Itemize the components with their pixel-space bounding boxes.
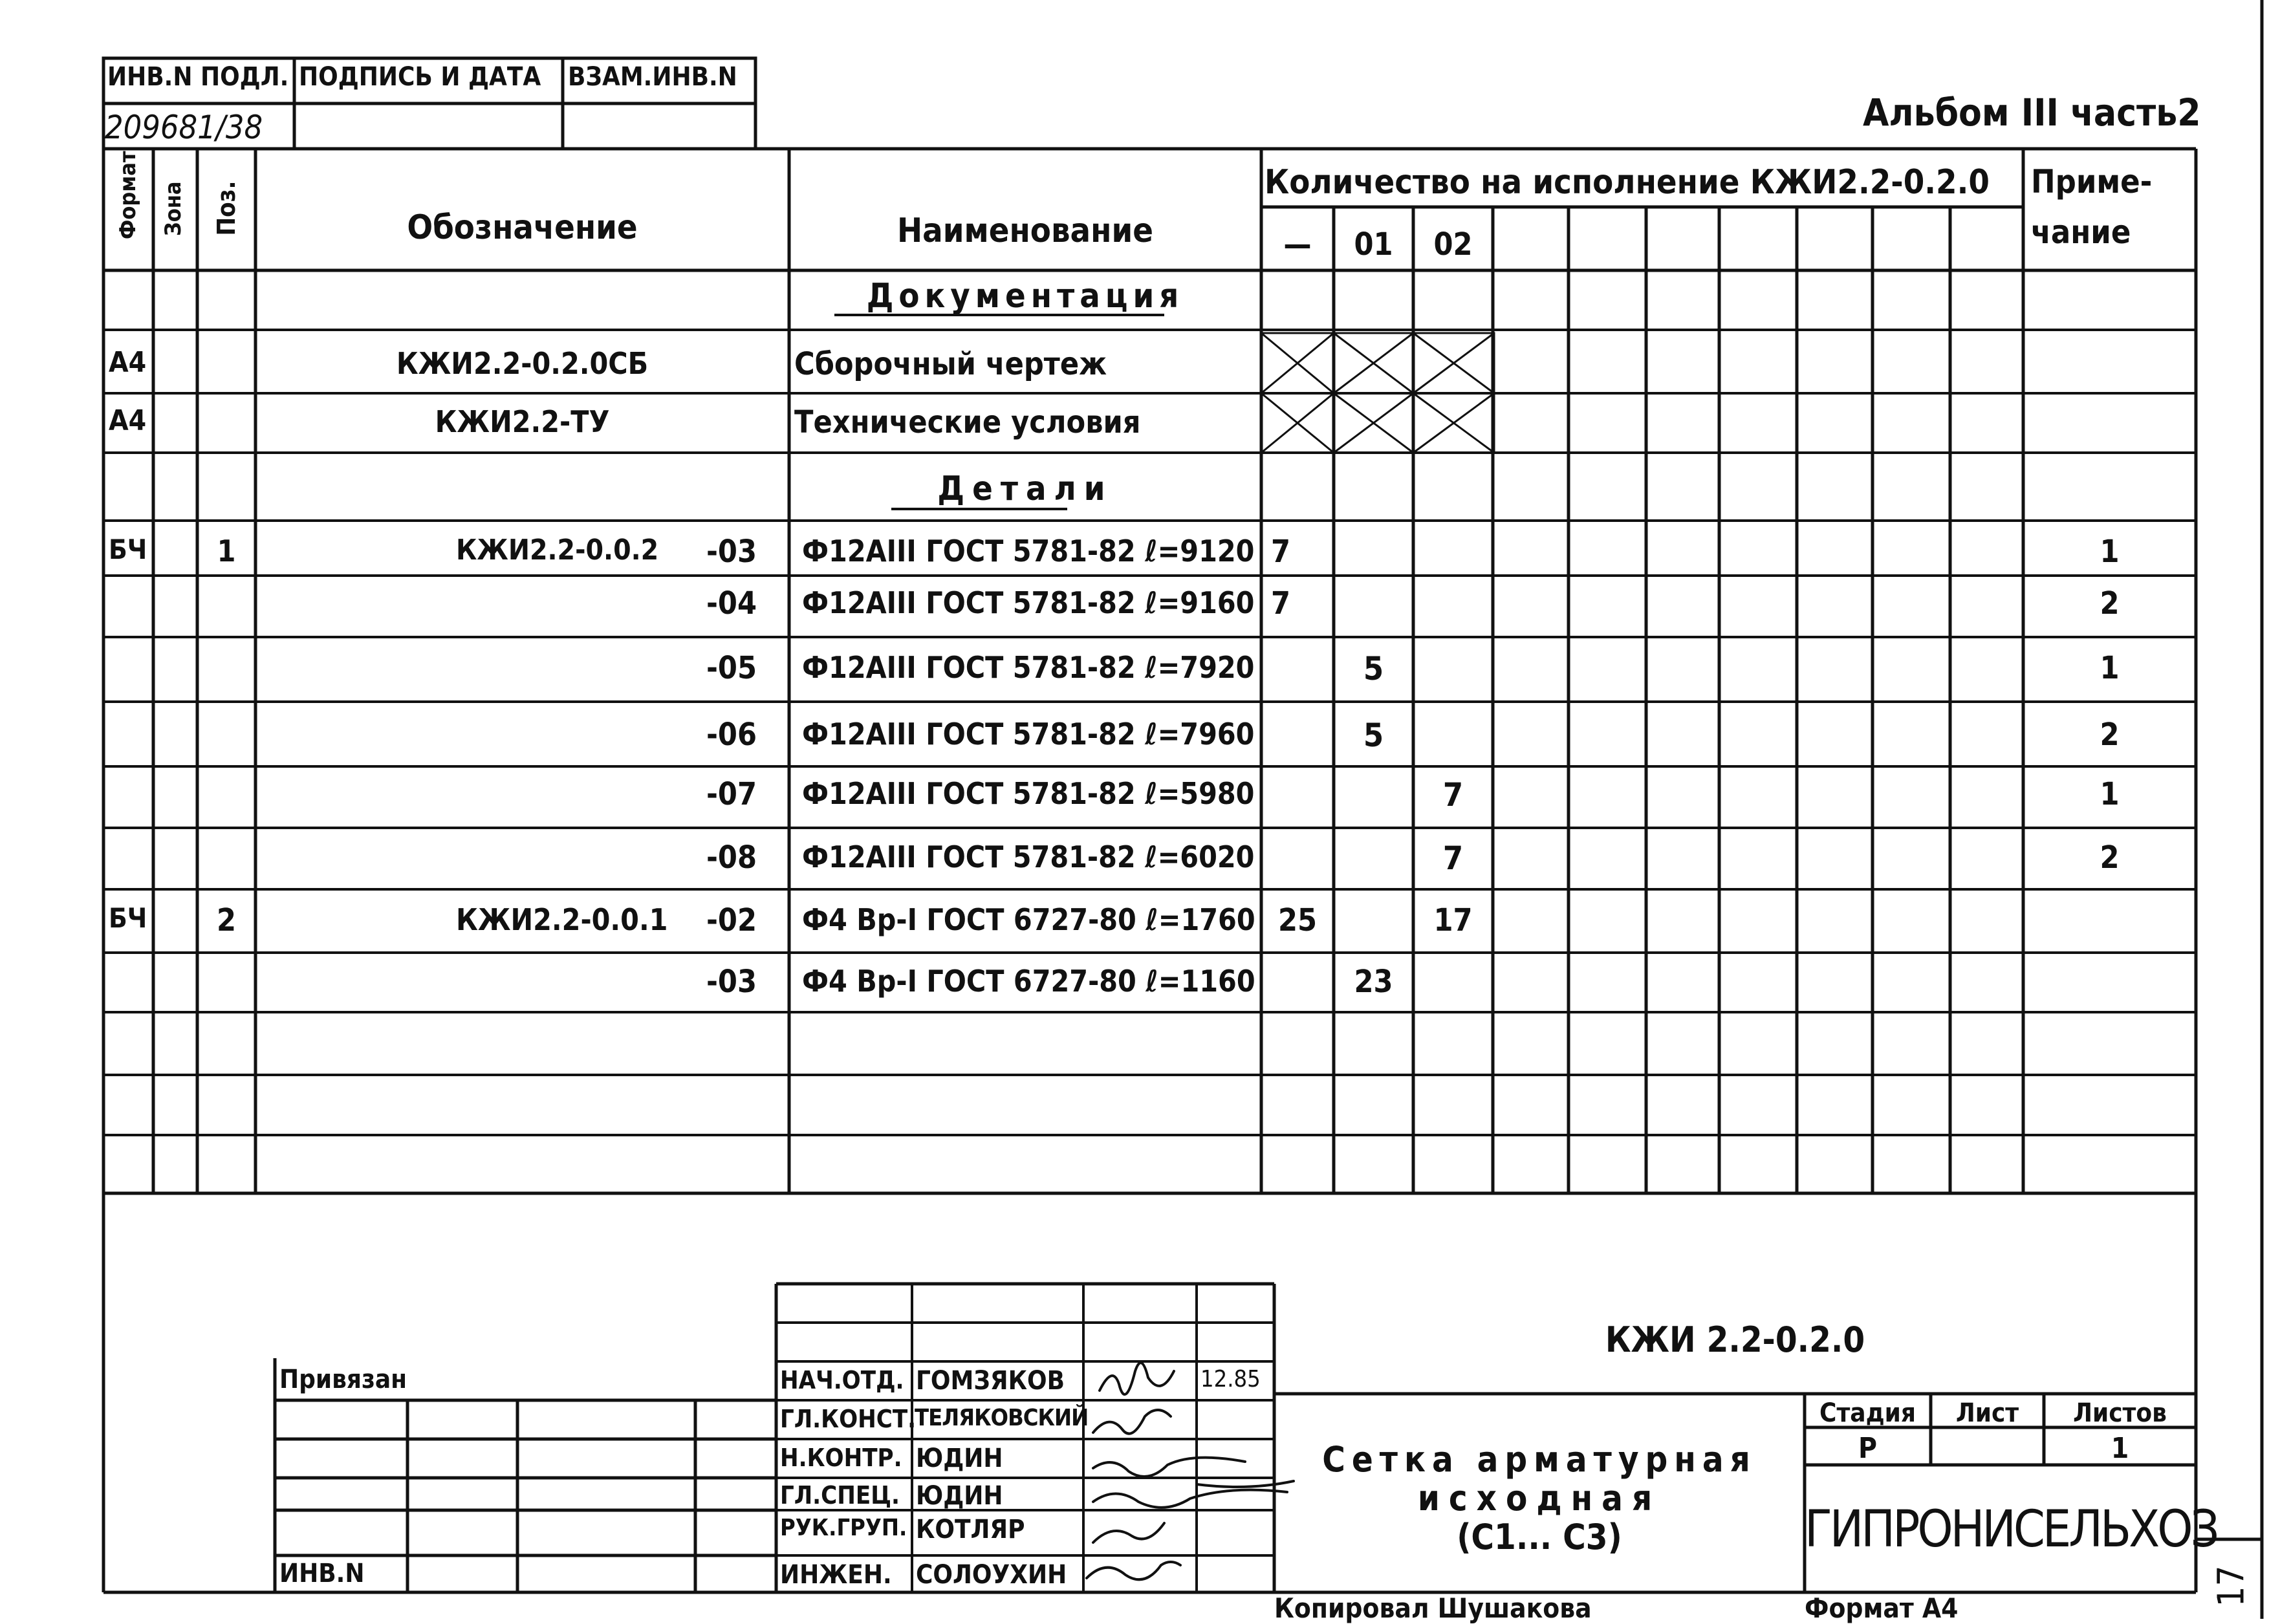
header-pos: Поз.: [212, 180, 241, 236]
sheets-value: 1: [2111, 1432, 2129, 1465]
signer-name: ЮДИН: [916, 1444, 1003, 1473]
stamp-inv-value: 209681/38: [105, 109, 263, 146]
inv-n-label: ИНВ.N: [279, 1559, 365, 1588]
copied-by: Копировал Шушакова: [1274, 1592, 1592, 1624]
table-row-suffix: -03: [706, 964, 757, 1000]
table-row-qty-1: 23: [1354, 964, 1393, 1000]
sheets-header: Листов: [2073, 1398, 2167, 1428]
table-row-name: Ф12АIII ГОСТ 5781-82 ℓ=6020: [802, 839, 1255, 874]
table-row-name: Ф12АIII ГОСТ 5781-82 ℓ=5980: [802, 776, 1255, 811]
page-number: 17: [2210, 1565, 2253, 1607]
signer-role: РУК.ГРУП.: [780, 1515, 907, 1541]
table-row-suffix: -08: [706, 839, 757, 876]
header-note-1: Приме-: [2031, 163, 2153, 200]
header-name: Наименование: [897, 211, 1153, 250]
signer-role: Н.КОНТР.: [780, 1444, 902, 1472]
table-row-qty-2: 7: [1442, 839, 1464, 877]
header-variant-1: 01: [1354, 226, 1393, 263]
table-row-name: Ф12АIII ГОСТ 5781-82 ℓ=9160: [802, 585, 1255, 620]
header-format: Формат: [115, 151, 141, 239]
signer-name: ГОМЗЯКОВ: [916, 1366, 1065, 1396]
table-row-note: 1: [2100, 776, 2120, 812]
table-row-format: А4: [109, 346, 147, 379]
table-row-qty-2: 17: [1433, 902, 1473, 938]
table-row-designation: КЖИ2.2-ТУ: [435, 404, 610, 439]
table-row-name: Ф12АIII ГОСТ 5781-82 ℓ=9120: [802, 534, 1255, 568]
signer-role: ИНЖЕН.: [780, 1560, 892, 1590]
signer-role: ГЛ.СПЕЦ.: [780, 1481, 900, 1510]
table-row-name: Ф4 Вр-I ГОСТ 6727-80 ℓ=1760: [802, 902, 1255, 937]
table-row-name: Технические условия: [794, 404, 1141, 440]
table-row-qty-2: 7: [1442, 776, 1464, 814]
signer-name: СОЛОУХИН: [916, 1560, 1067, 1590]
signer-name: КОТЛЯР: [916, 1515, 1025, 1544]
document-title-2: исходная: [1417, 1478, 1662, 1519]
document-code: КЖИ 2.2-0.2.0: [1605, 1319, 1865, 1360]
signer-name: ЮДИН: [916, 1481, 1003, 1511]
header-variant-2: 02: [1433, 226, 1473, 263]
table-row-suffix: -07: [706, 776, 757, 812]
table-row-qty-0: 7: [1270, 585, 1291, 622]
header-quantity: Количество на исполнение КЖИ2.2-0.2.0: [1265, 163, 1990, 202]
table-row-name: Ф12АIII ГОСТ 5781-82 ℓ=7960: [802, 717, 1255, 752]
table-row-suffix: -02: [706, 902, 757, 938]
table-row-qty-1: 5: [1363, 650, 1384, 687]
table-row-name: Сборочный чертеж: [794, 346, 1107, 382]
signer-role: НАЧ.ОТД.: [780, 1366, 904, 1394]
header-designation: Обозначение: [407, 208, 638, 247]
signer-date: 12.85: [1200, 1366, 1261, 1392]
signer-role: ГЛ.КОНСТ.: [780, 1405, 917, 1433]
table-row-designation: КЖИ2.2-0.2.0СБ: [396, 346, 649, 381]
organization-name: ГИПРОНИСЕЛЬХОЗ: [1805, 1500, 2217, 1559]
privyazan-label: Привязан: [279, 1365, 407, 1394]
section-documentation: Документация: [866, 277, 1184, 316]
table-row-qty-0: 25: [1277, 902, 1318, 938]
header-note-2: чание: [2031, 213, 2131, 251]
table-row-note: 1: [2100, 534, 2120, 570]
header-variant-0: —: [1283, 226, 1312, 263]
stamp-vzam-header: ВЗАМ.ИНВ.N: [568, 62, 737, 92]
table-row-format: А4: [109, 404, 147, 437]
signer-name: ТЕЛЯКОВСКИЙ: [915, 1405, 1089, 1431]
stage-value: Р: [1858, 1432, 1877, 1465]
table-row-qty-0: 7: [1270, 534, 1291, 570]
table-row-name: Ф4 Вр-I ГОСТ 6727-80 ℓ=1160: [802, 964, 1255, 999]
table-row-designation: КЖИ2.2-0.0.1: [456, 902, 668, 937]
table-row-note: 2: [2100, 717, 2120, 753]
sheet-format: Формат А4: [1805, 1592, 1959, 1624]
table-row-name: Ф12АIII ГОСТ 5781-82 ℓ=7920: [802, 650, 1255, 685]
header-zone: Зона: [160, 181, 186, 236]
table-row-designation: КЖИ2.2-0.0.2: [456, 534, 659, 567]
table-row-suffix: -04: [706, 585, 757, 622]
table-row-qty-1: 5: [1363, 717, 1384, 754]
sheet-header: Лист: [1955, 1398, 2019, 1428]
table-row-format: БЧ: [109, 902, 147, 934]
document-title-3: (С1... С3): [1457, 1517, 1622, 1557]
table-row-note: 2: [2100, 839, 2120, 876]
stage-header: Стадия: [1819, 1398, 1916, 1428]
table-row-pos: 2: [216, 902, 237, 938]
table-row-format: БЧ: [109, 534, 147, 565]
table-row-note: 1: [2100, 650, 2120, 686]
section-parts: Детали: [937, 470, 1113, 508]
album-label: Альбом III часть2: [1863, 91, 2201, 135]
table-row-suffix: -05: [706, 650, 757, 686]
table-row-suffix: -06: [706, 717, 757, 753]
stamp-sign-header: ПОДПИСЬ И ДАТА: [299, 62, 541, 92]
table-row-note: 2: [2100, 585, 2120, 622]
stamp-inv-header: ИНВ.N ПОДЛ.: [107, 62, 289, 92]
document-title-1: Сетка арматурная: [1322, 1439, 1757, 1480]
table-row-suffix: -03: [706, 534, 757, 570]
table-row-pos: 1: [217, 534, 236, 568]
